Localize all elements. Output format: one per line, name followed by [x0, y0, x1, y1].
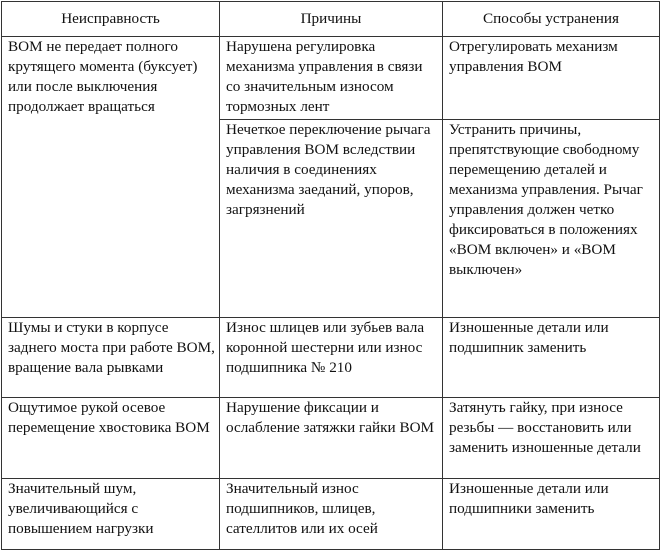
header-remedies: Способы устранения	[443, 2, 660, 37]
fault-text: ВОМ не передает полного крутящего момента (буксует) или после выключения продолжает вращаться	[8, 38, 198, 115]
cause-text: Нечеткое переключение рычага управления ВОМ вследствии наличия в соединениях механизма заеданий, упоров, загрязнений	[226, 121, 431, 218]
cause-text: Значительный износ подшипников, шлицев, сателлитов или их осей	[226, 480, 378, 537]
remedy-text: Изношенные детали или подшипник заменить	[449, 319, 609, 356]
fault-text: Ощутимое рукой осевое перемещение хвостовика ВОМ	[8, 399, 210, 436]
cause-text: Нарушение фиксации и ослабление затяжки гайки ВОМ	[226, 399, 435, 436]
header-causes: Причины	[220, 2, 443, 37]
cause-cell	[220, 479, 443, 550]
cause-cell	[220, 318, 443, 398]
cause-cell	[220, 120, 443, 318]
fault-cell	[2, 318, 220, 398]
fault-cell	[2, 479, 220, 550]
cause-cell	[220, 37, 443, 120]
remedy-cell	[443, 318, 660, 398]
table-row	[2, 398, 660, 479]
table-header	[2, 2, 660, 37]
fault-cell	[2, 398, 220, 479]
header-fault: Неисправность	[2, 2, 220, 37]
cause-cell	[220, 398, 443, 479]
remedy-cell	[443, 479, 660, 550]
remedy-text: Отрегулировать механизм управления ВОМ	[449, 38, 618, 75]
table-body	[2, 37, 660, 550]
cause-text: Нарушена регулировка механизма управления в связи со значительным износом тормозных лент	[226, 38, 423, 115]
cause-text: Износ шлицев или зубьев вала коронной шестерни или износ подшипника № 210	[226, 319, 425, 376]
table-row	[2, 318, 660, 398]
remedy-text: Изношенные детали или подшипники заменить	[449, 480, 609, 517]
fault-text: Значительный шум, увеличивающийся с повышением нагрузки	[8, 480, 154, 537]
remedy-cell	[443, 398, 660, 479]
remedy-cell	[443, 120, 660, 318]
table-row	[2, 37, 660, 120]
fault-cell	[2, 37, 220, 318]
remedy-text: Устранить причины, препятствующие свободному перемещению деталей и механизма управления. Рычаг управления должен четко фиксироваться в положениях «ВОМ включен» и «ВОМ выключен»	[449, 121, 643, 278]
fault-text: Шумы и стуки в корпусе заднего моста при работе ВОМ, вращение вала рывками	[8, 319, 215, 376]
header-row	[2, 2, 660, 37]
remedy-text: Затянуть гайку, при износе резьбы — восстановить или заменить изношенные детали	[449, 399, 641, 456]
troubleshooting-table	[1, 1, 660, 550]
table-row	[2, 479, 660, 550]
remedy-cell	[443, 37, 660, 120]
